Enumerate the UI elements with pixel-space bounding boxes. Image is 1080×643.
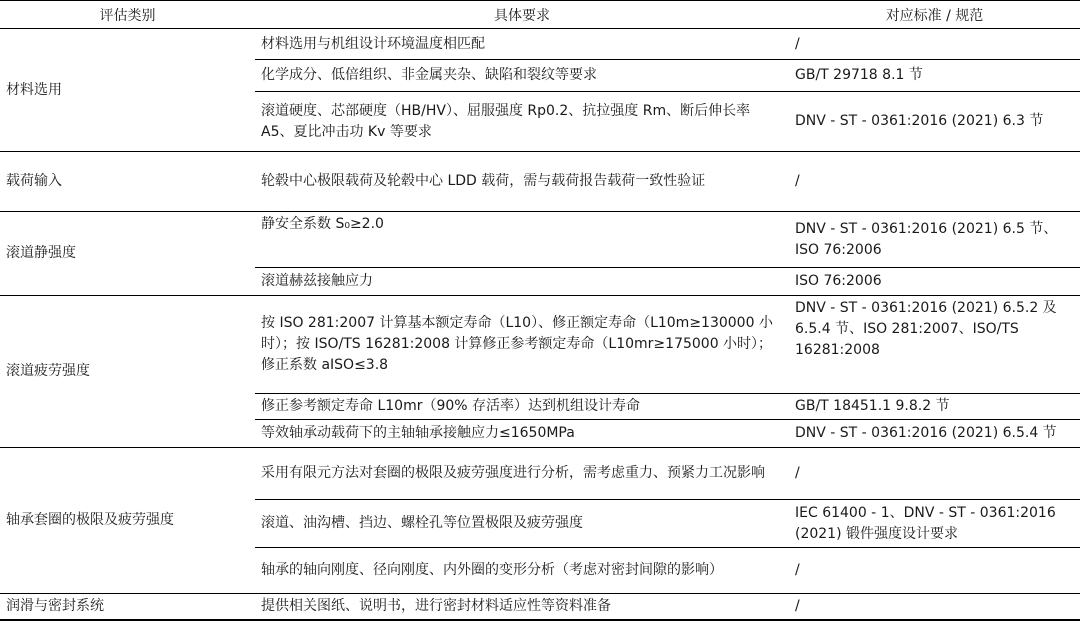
requirement-cell: 静安全系数 S₀≥2.0 xyxy=(255,212,789,268)
standard-cell: / xyxy=(789,448,1080,500)
standard-cell: / xyxy=(789,548,1080,594)
requirement-cell: 化学成分、低倍组织、非金属夹杂、缺陷和裂纹等要求 xyxy=(255,60,789,92)
standard-cell: / xyxy=(789,594,1080,620)
category-cell: 轴承套圈的极限及疲劳强度 xyxy=(0,448,255,594)
requirement-cell: 等效轴承动载荷下的主轴轴承接触应力≤1650MPa xyxy=(255,420,789,448)
table-row xyxy=(0,212,1080,268)
header-requirement: 具体要求 xyxy=(255,1,789,29)
requirement-cell: 轮毂中心极限载荷及轮毂中心 LDD 载荷，需与载荷报告载荷一致性验证 xyxy=(255,152,789,212)
requirement-cell: 采用有限元方法对套圈的极限及疲劳强度进行分析，需考虑重力、预紧力工况影响 xyxy=(255,448,789,500)
standard-cell: GB/T 29718 8.1 节 xyxy=(789,60,1080,92)
requirement-cell: 修正参考额定寿命 L10mr（90% 存活率）达到机组设计寿命 xyxy=(255,394,789,420)
requirement-cell: 提供相关图纸、说明书，进行密封材料适应性等资料准备 xyxy=(255,594,789,620)
standard-cell: DNV - ST - 0361:2016 (2021) 6.5 节、ISO 76:2006 xyxy=(789,212,1080,268)
standard-cell: / xyxy=(789,29,1080,60)
category-cell: 滚道静强度 xyxy=(0,212,255,296)
table-row xyxy=(0,29,1080,60)
requirement-cell: 按 ISO 281:2007 计算基本额定寿命（L10）、修正额定寿命（L10m≥130000 小时）；按 ISO/TS 16281:2008 计算修正参考额定寿命（L10mr≥175000 小时）；修正系数 aISO≤3.8 xyxy=(255,296,789,394)
category-cell: 滚道疲劳强度 xyxy=(0,296,255,448)
category-cell: 材料选用 xyxy=(0,29,255,152)
standard-cell: IEC 61400 - 1、DNV - ST - 0361:2016 (2021) 锻件强度设计要求 xyxy=(789,500,1080,548)
table-row xyxy=(0,594,1080,620)
standard-cell: / xyxy=(789,152,1080,212)
header-category: 评估类别 xyxy=(0,1,255,29)
requirement-cell: 滚道赫兹接触应力 xyxy=(255,268,789,296)
header-standard: 对应标准 / 规范 xyxy=(789,1,1080,29)
table-row xyxy=(0,448,1080,500)
standard-cell: GB/T 18451.1 9.8.2 节 xyxy=(789,394,1080,420)
requirement-cell: 轴承的轴向刚度、径向刚度、内外圈的变形分析（考虑对密封间隙的影响） xyxy=(255,548,789,594)
standard-cell: DNV - ST - 0361:2016 (2021) 6.5.4 节 xyxy=(789,420,1080,448)
category-cell: 润滑与密封系统 xyxy=(0,594,255,620)
requirement-cell: 滚道硬度、芯部硬度（HB/HV）、屈服强度 Rp0.2、抗拉强度 Rm、断后伸长率 A5、夏比冲击功 Kv 等要求 xyxy=(255,92,789,152)
requirement-cell: 材料选用与机组设计环境温度相匹配 xyxy=(255,29,789,60)
category-cell: 载荷输入 xyxy=(0,152,255,212)
standard-cell: DNV - ST - 0361:2016 (2021) 6.3 节 xyxy=(789,92,1080,152)
table-row xyxy=(0,152,1080,212)
table-row xyxy=(0,296,1080,394)
standard-cell: DNV - ST - 0361:2016 (2021) 6.5.2 及 6.5.4 节、ISO 281:2007、ISO/TS 16281:2008 xyxy=(789,296,1080,394)
table-header-row xyxy=(0,1,1080,29)
requirement-cell: 滚道、油沟槽、挡边、螺栓孔等位置极限及疲劳强度 xyxy=(255,500,789,548)
standard-cell: ISO 76:2006 xyxy=(789,268,1080,296)
